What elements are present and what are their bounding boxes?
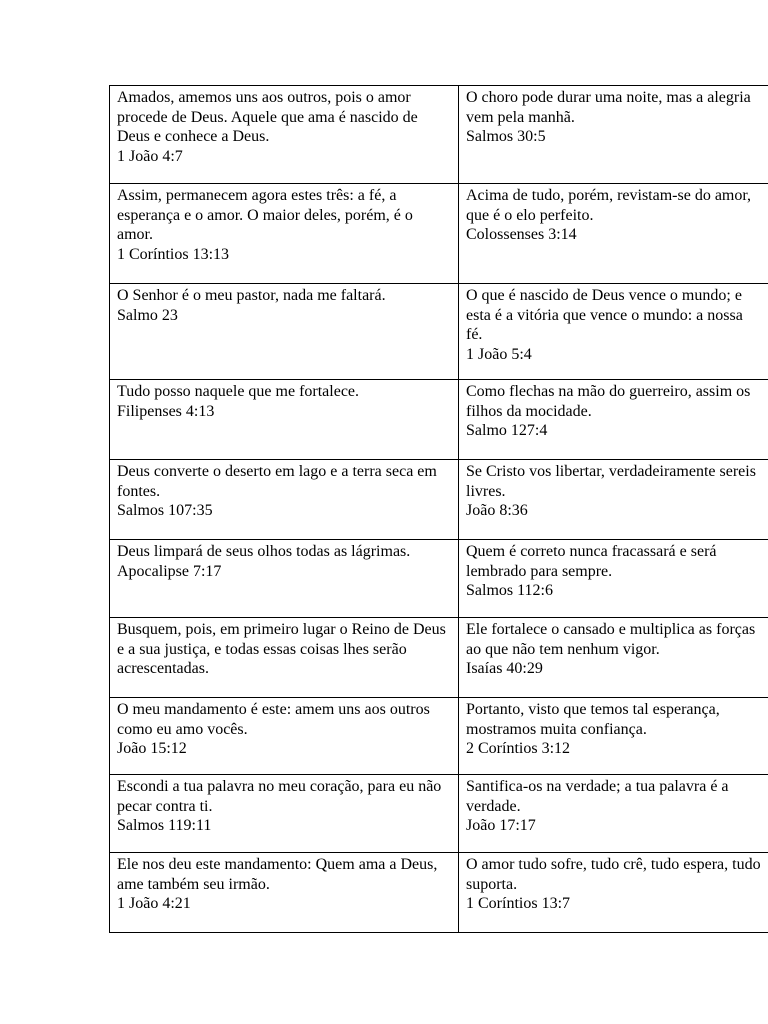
verse-text: Assim, permanecem agora estes três: a fé, a esperança e o amor. O maior deles, porém, é o amor. (117, 187, 413, 243)
verse-cell (459, 698, 768, 775)
table-row (110, 618, 768, 698)
verse-cell (110, 853, 459, 933)
table-row (110, 853, 768, 933)
verse-reference: Salmo 127:4 (466, 422, 548, 439)
verse-text: O amor tudo sofre, tudo crê, tudo espera, tudo suporta. (466, 856, 761, 893)
table-row (110, 775, 768, 853)
verse-cell (459, 460, 768, 540)
verse-cell (459, 184, 768, 284)
verse-reference: Salmo 23 (117, 306, 178, 324)
verse-cell (110, 698, 459, 775)
verse-text: Quem é correto nunca fracassará e será lembrado para sempre. (466, 543, 717, 580)
verse-cell (110, 460, 459, 540)
table-row (110, 184, 768, 284)
verse-reference: 1 Coríntios 13:7 (466, 895, 571, 912)
verse-reference: João 8:36 (466, 502, 528, 519)
verse-text: Deus limpará de seus olhos todas as lágrimas. (117, 543, 411, 560)
verse-reference: Filipenses 4:13 (117, 402, 215, 420)
verse-cell (110, 184, 459, 284)
table-row (110, 540, 768, 618)
verse-text: O que é nascido de Deus vence o mundo; e esta é a vitória que vence o mundo: a nossa fé. (466, 287, 743, 343)
table-row (110, 284, 768, 380)
verse-cell (110, 380, 459, 460)
verse-text: Acima de tudo, porém, revistam-se do amor, que é o elo perfeito. (466, 187, 752, 224)
verse-text: Tudo posso naquele que me fortalece. (117, 383, 360, 400)
verse-reference: João 15:12 (117, 740, 187, 757)
table-row (110, 460, 768, 540)
verse-text: Ele nos deu este mandamento: Quem ama a Deus, ame também seu irmão. (117, 856, 438, 893)
verse-cell (110, 775, 459, 853)
verse-text: Como flechas na mão do guerreiro, assim os filhos da mocidade. (466, 383, 751, 420)
verse-table (109, 85, 768, 933)
verse-text: Ele fortalece o cansado e multiplica as forças ao que não tem nenhum vigor. (466, 621, 756, 658)
table-row (110, 380, 768, 460)
verse-text: Amados, amemos uns aos outros, pois o amor procede de Deus. Aquele que ama é nascido de Deus e conhece a Deus. (117, 89, 418, 145)
verse-text: O Senhor é o meu pastor, nada me faltará. (117, 287, 386, 304)
verse-cell (110, 618, 459, 698)
verse-reference: 1 João 5:4 (466, 345, 532, 363)
verse-cell (459, 284, 768, 380)
verse-reference: Salmos 119:11 (117, 817, 212, 834)
verse-text: O choro pode durar uma noite, mas a alegria vem pela manhã. (466, 89, 751, 126)
verse-cell (459, 86, 768, 184)
verse-cell (110, 86, 459, 184)
verse-reference: 1 João 4:7 (117, 147, 183, 165)
verse-cell (110, 284, 459, 380)
verse-text: Se Cristo vos libertar, verdadeiramente sereis livres. (466, 463, 756, 500)
verse-reference: Isaías 40:29 (466, 660, 543, 677)
verse-text: Deus converte o deserto em lago e a terra seca em fontes. (117, 463, 437, 500)
verse-text: Escondi a tua palavra no meu coração, para eu não pecar contra ti. (117, 778, 442, 815)
verse-reference: Salmos 112:6 (466, 582, 553, 599)
verse-reference: Colossenses 3:14 (466, 226, 577, 243)
verse-reference: 2 Coríntios 3:12 (466, 740, 571, 757)
verse-cell (459, 618, 768, 698)
verse-reference: Apocalipse 7:17 (117, 562, 222, 580)
verse-cell (459, 540, 768, 618)
verse-reference: 1 João 4:21 (117, 895, 191, 912)
table-row (110, 698, 768, 775)
verse-cell (459, 853, 768, 933)
verse-text: Busquem, pois, em primeiro lugar o Reino de Deus e a sua justiça, e todas essas coisas lhes serão acrescentadas. (117, 621, 446, 677)
verse-reference: 1 Coríntios 13:13 (117, 245, 230, 263)
verse-cell (110, 540, 459, 618)
verse-cell (459, 380, 768, 460)
verse-text: Portanto, visto que temos tal esperança, mostramos muita confiança. (466, 701, 720, 738)
verse-text: Santifica-os na verdade; a tua palavra é a verdade. (466, 778, 729, 815)
verse-reference: Salmos 30:5 (466, 128, 546, 145)
table-row (110, 86, 768, 184)
verse-cell (459, 775, 768, 853)
verse-reference: João 17:17 (466, 817, 536, 834)
verse-text: O meu mandamento é este: amem uns aos outros como eu amo vocês. (117, 701, 430, 738)
verse-reference: Salmos 107:35 (117, 502, 213, 519)
